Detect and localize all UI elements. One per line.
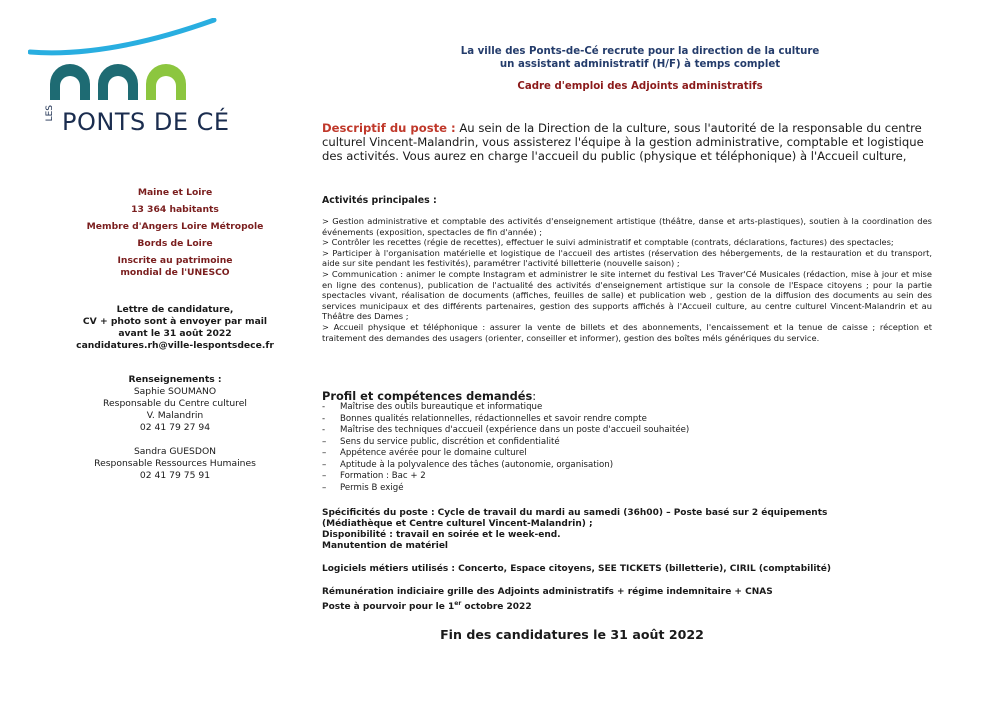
job-specifics — [322, 508, 942, 613]
fact-loire: Bords de Loire — [137, 238, 213, 249]
logo-wordmark — [45, 105, 230, 136]
specifics-line: Disponibilité : travail en soirée et le week-end. — [322, 530, 561, 540]
contact-block — [70, 374, 280, 482]
contact2-phone: 02 41 79 75 91 — [139, 470, 211, 481]
specifics-line: (Médiathèque et Centre culturel Vincent-Malandrin) ; — [322, 519, 593, 529]
bullet: – — [322, 448, 327, 458]
fact-unesco-2: mondial de l'UNESCO — [120, 267, 230, 278]
header-line1: La ville des Ponts-de-Cé recrute pour la direction de la culture — [460, 46, 820, 57]
profile-item: Appétence avérée pour le domaine culturel — [340, 448, 527, 458]
info-title: Renseignements : — [128, 374, 222, 385]
contact2-name: Sandra GUESDON — [133, 446, 217, 457]
start-suffix: octobre 2022 — [461, 602, 532, 612]
job-header — [380, 45, 900, 93]
profile-list — [322, 402, 822, 494]
contact1-name: Saphie SOUMANO — [133, 386, 217, 397]
list-item — [322, 437, 822, 449]
contact2-role: Responsable Ressources Humaines — [94, 458, 256, 469]
bullet: - — [322, 402, 326, 412]
activity-item: > Accueil physique et téléphonique : assurer la vente de billets et des abonnements, l'encaissement et la tenue de caisse ; réception et traitement des demandes des usagers (orienter, conseiller et informer), gestion des boîtes méls génériques du service. — [322, 321, 932, 343]
application-line: CV + photo sont à envoyer par mail — [82, 316, 268, 327]
profile-item: Permis B exigé — [340, 482, 404, 493]
closing-deadline: Fin des candidatures le 31 août 2022 — [440, 627, 704, 642]
application-email[interactable]: candidatures.rh@ville-lespontsdece.fr — [76, 340, 274, 351]
contact1-place: V. Malandrin — [146, 410, 204, 421]
profile-item: Aptitude à la polyvalence des tâches (autonomie, organisation) — [340, 459, 614, 470]
software-line: Logiciels métiers utilisés : Concerto, Espace citoyens, SEE TICKETS (billetterie), CIRIL (comptabilité) — [322, 564, 831, 574]
logo-name: PONTS DE CÉ — [62, 108, 230, 136]
list-item — [322, 460, 822, 472]
bullet: – — [322, 436, 327, 447]
town-facts — [70, 187, 280, 279]
application-deadline: avant le 31 août 2022 — [118, 328, 232, 339]
logo-les: LES — [45, 105, 55, 122]
fact-population: 13 364 habitants — [131, 204, 219, 215]
header-line3: Cadre d'emploi des Adjoints administratifs — [517, 81, 763, 92]
description-text: Au sein de la Direction de la culture, sous l'autorité de la responsable du centre culturel Vincent-Malandrin, vous assisterez l'équipe à la gestion administrative, comptable et logistique des activités. Vous aurez en charge l'accueil du public (physique et téléphonique) à l'Accueil culture, — [322, 121, 924, 163]
bullet: - — [322, 413, 326, 424]
job-description — [322, 121, 927, 163]
list-item — [322, 414, 822, 426]
list-item — [322, 425, 822, 437]
profile-item: Maîtrise des techniques d'accueil (expérience dans un poste d'accueil souhaitée) — [340, 425, 690, 435]
bullet: - — [322, 425, 326, 435]
header-line2: un assistant administratif (H/F) à temps complet — [499, 59, 781, 70]
contact1-role: Responsable du Centre culturel — [103, 398, 247, 409]
remuneration-line: Rémunération indiciaire grille des Adjoints administratifs + régime indemnitaire + CNAS — [322, 587, 773, 597]
list-item — [322, 402, 822, 414]
start-line — [322, 598, 942, 613]
start-prefix: Poste à pourvoir pour le 1 — [322, 602, 455, 612]
fact-department: Maine et Loire — [137, 187, 213, 198]
profile-title-colon: : — [532, 389, 537, 403]
activity-item: > Contrôler les recettes (régie de recettes), effectuer le suivi administratif et comptable (contrats, déclarations, factures) des spectacles; — [322, 237, 894, 248]
bullet: – — [322, 471, 327, 481]
profile-title-text: Profil et compétences demandés — [322, 389, 533, 403]
bullet: – — [322, 482, 327, 493]
list-item — [322, 448, 822, 460]
start-sup: er — [454, 600, 462, 607]
profile-title — [322, 389, 536, 403]
profile-item: Bonnes qualités relationnelles, rédactionnelles et savoir rendre compte — [340, 413, 647, 424]
contact1-phone: 02 41 79 27 94 — [139, 422, 211, 433]
profile-item: Sens du service public, discrétion et confidentialité — [340, 436, 560, 447]
specifics-line: Spécificités du poste : Cycle de travail du mardi au samedi (36h00) – Poste basé sur 2 équipements — [322, 508, 828, 518]
activity-item: > Communication : animer le compte Instagram et administrer le site internet du festival Les Traver'Cé Musicales (rédaction, mise à jour et mise en ligne des contenus), publication de l'actualité des activités d'enseignement artistique sur la console de l'Espace citoyens ; pour la partie spectacles vivant, réalisation de documents (affiches, feuilles de salle) et publication web , gestion de la diffusion des documents au sein des services municipaux et des différents partenaires, gestion des supports affichés à l'Accueil culture, au centre culturel Vincent-Malandrin et au Théâtre des Dames ; — [322, 268, 932, 322]
fact-membership: Membre d'Angers Loire Métropole — [86, 221, 264, 232]
activity-item: > Gestion administrative et comptable des activités d'enseignement artistique (théâtre, danse et arts-plastiques), soutien à la coordination des événements (exposition, spectacles de fin d'année) ; — [322, 216, 932, 237]
bullet: – — [322, 459, 327, 470]
logo-graphic — [28, 18, 248, 113]
list-item — [322, 471, 822, 483]
activity-item: > Participer à l'organisation matérielle et logistique de l'accueil des artistes (réservation des hébergements, de la restauration et du transport, aide sur site pendant les festivités), paramétrer l'activité billetterie (nouvelle saison) ; — [322, 247, 932, 269]
activities-list — [322, 216, 932, 343]
profile-item: Formation : Bac + 2 — [340, 471, 426, 481]
application-info — [70, 304, 280, 352]
activities-title: Activités principales : — [322, 195, 437, 206]
description-label: Descriptif du poste : — [322, 121, 456, 135]
list-item — [322, 483, 822, 495]
profile-item: Maîtrise des outils bureautique et informatique — [340, 402, 543, 412]
application-line: Lettre de candidature, — [116, 304, 234, 315]
fact-unesco-1: Inscrite au patrimoine — [117, 255, 233, 266]
specifics-line: Manutention de matériel — [322, 541, 449, 551]
